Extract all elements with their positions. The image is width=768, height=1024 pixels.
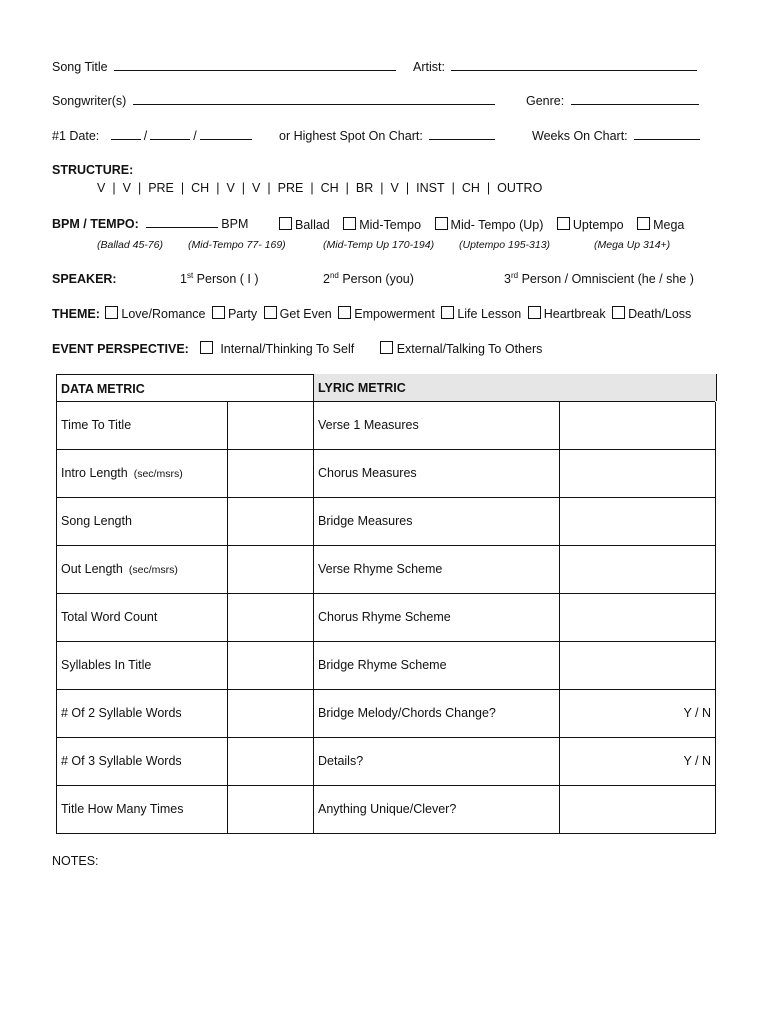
theme-empowerment-checkbox[interactable] xyxy=(338,306,351,319)
lyric-metric-label: Bridge Rhyme Scheme xyxy=(318,658,447,672)
data-metric-label-cell xyxy=(56,738,227,786)
theme-option-label: Empowerment xyxy=(354,307,435,321)
data-metric-value-cell[interactable] xyxy=(227,738,313,786)
data-metric-value-cell[interactable] xyxy=(227,546,313,594)
theme-option-label: Get Even xyxy=(279,307,332,321)
lyric-metric-value-cell[interactable] xyxy=(559,594,716,642)
data-metric-text: Intro Length xyxy=(61,466,128,480)
structure-item: CH xyxy=(461,181,480,195)
theme-heartbreak-checkbox[interactable] xyxy=(528,306,541,319)
data-metric-label-cell xyxy=(56,594,227,642)
speaker-text: Person / Omniscient (he / she ) xyxy=(521,272,694,286)
lyric-metric-value-cell[interactable] xyxy=(559,546,716,594)
structure-item: V xyxy=(390,181,399,195)
data-metric-label xyxy=(61,610,157,624)
table-row xyxy=(56,449,715,498)
structure-item: PRE xyxy=(148,181,174,195)
structure-item: V xyxy=(226,181,235,195)
speaker-text: Person (you) xyxy=(342,272,414,286)
lyric-metric-label-cell xyxy=(313,786,559,834)
theme-death-loss-checkbox[interactable] xyxy=(612,306,625,319)
lyric-metric-label: Verse 1 Measures xyxy=(318,418,419,432)
tempo-range-mid: (Mid-Tempo 77- 169) xyxy=(188,239,286,251)
tempo-options xyxy=(279,217,684,232)
structure-label: STRUCTURE: xyxy=(52,163,134,177)
speaker-number: 2 xyxy=(323,272,330,286)
data-metric-label-cell xyxy=(56,786,227,834)
structure-item: BR xyxy=(355,181,374,195)
data-metric-label xyxy=(61,658,151,672)
tempo-row xyxy=(52,217,248,231)
table-row xyxy=(56,785,715,834)
data-metric-label-cell xyxy=(56,546,227,594)
mid-tempo-checkbox[interactable] xyxy=(343,217,356,230)
speaker-suffix: nd xyxy=(329,271,339,280)
date-slash: / xyxy=(143,129,148,143)
lyric-metric-label: Details? xyxy=(318,754,364,768)
lyric-metric-value-cell[interactable] xyxy=(559,402,716,450)
structure-separator: | xyxy=(241,181,246,195)
theme-love-checkbox[interactable] xyxy=(105,306,118,319)
lyric-metric-value-cell[interactable] xyxy=(559,498,716,546)
lyric-metric-label-cell xyxy=(313,546,559,594)
data-metric-text: # Of 3 Syllable Words xyxy=(61,754,182,768)
structure-separator: | xyxy=(216,181,220,195)
event-internal-checkbox[interactable] xyxy=(200,341,213,354)
lyric-metric-label-cell xyxy=(313,450,559,498)
theme-label: THEME: xyxy=(52,307,100,321)
structure-separator: | xyxy=(345,181,349,195)
bpm-field[interactable] xyxy=(146,226,218,228)
tempo-option-label: Uptempo xyxy=(572,218,624,232)
tempo-label: BPM / TEMPO: xyxy=(52,217,139,231)
theme-option-label: Death/Loss xyxy=(628,307,692,321)
lyric-metric-value-cell[interactable] xyxy=(559,786,716,834)
structure-item: CH xyxy=(191,181,210,195)
speaker-third-person[interactable] xyxy=(504,272,694,286)
theme-party-checkbox[interactable] xyxy=(212,306,225,319)
mega-checkbox[interactable] xyxy=(637,217,650,230)
structure-separator: | xyxy=(137,181,142,195)
speaker-first-person[interactable] xyxy=(180,272,259,286)
structure-separator: | xyxy=(451,181,455,195)
structure-item: CH xyxy=(320,181,339,195)
data-metric-value-cell[interactable] xyxy=(227,594,313,642)
lyric-metric-label-cell xyxy=(313,594,559,642)
event-external-checkbox[interactable] xyxy=(380,341,393,354)
theme-option-label: Life Lesson xyxy=(457,307,522,321)
data-metric-label xyxy=(61,562,178,576)
date-slash: / xyxy=(193,129,197,143)
highest-spot-label: or Highest Spot On Chart: xyxy=(279,129,423,143)
artist-field[interactable] xyxy=(451,69,697,71)
data-metric-value-cell[interactable] xyxy=(227,450,313,498)
weeks-label: Weeks On Chart: xyxy=(532,129,628,143)
data-metric-text: # Of 2 Syllable Words xyxy=(61,706,182,720)
data-metric-label xyxy=(61,418,131,432)
tempo-option-label: Ballad xyxy=(295,218,330,232)
tempo-range-mega: (Mega Up 314+) xyxy=(594,239,671,251)
lyric-metric-label: Chorus Rhyme Scheme xyxy=(318,610,451,624)
event-option-label: Internal/Thinking To Self xyxy=(220,342,355,356)
data-metric-label-cell xyxy=(56,642,227,690)
genre-row xyxy=(526,94,702,108)
speaker-second-person[interactable] xyxy=(323,272,414,286)
mid-tempo-up-checkbox[interactable] xyxy=(435,217,448,230)
data-metric-value-cell[interactable] xyxy=(227,690,313,738)
structure-separator: | xyxy=(310,181,314,195)
structure-separator: | xyxy=(112,181,116,195)
speaker-suffix: st xyxy=(186,271,194,280)
yes-no-choice[interactable]: Y / N xyxy=(683,754,711,768)
lyric-metric-label-cell xyxy=(313,690,559,738)
speaker-suffix: rd xyxy=(510,271,519,280)
structure-separator: | xyxy=(380,181,384,195)
data-metric-header-cell xyxy=(56,374,314,402)
tempo-range-uptempo: (Uptempo 195-313) xyxy=(459,239,551,251)
lyric-metric-label-cell xyxy=(313,498,559,546)
theme-option-label: Heartbreak xyxy=(543,307,606,321)
date-year-field[interactable] xyxy=(200,138,252,140)
lyric-metric-label: Bridge Melody/Chords Change? xyxy=(318,706,496,720)
data-metric-value-cell[interactable] xyxy=(227,642,313,690)
data-metric-text: Song Length xyxy=(61,514,132,528)
event-label: EVENT PERSPECTIVE: xyxy=(52,342,189,356)
data-metric-label xyxy=(61,466,183,480)
lyric-metric-label-cell xyxy=(313,402,559,450)
table-row xyxy=(56,401,715,450)
lyric-metric-label: Bridge Measures xyxy=(318,514,413,528)
data-metric-label xyxy=(61,802,183,816)
data-metric-unit-note: (sec/msrs) xyxy=(128,564,178,576)
lyric-metric-header-cell xyxy=(313,374,717,401)
lyric-metric-label: Anything Unique/Clever? xyxy=(318,802,457,816)
structure-item: V xyxy=(97,181,106,195)
theme-option-label: Party xyxy=(227,307,258,321)
genre-label: Genre: xyxy=(526,94,565,108)
data-metric-label-cell xyxy=(56,498,227,546)
date-row xyxy=(52,129,255,143)
data-metric-header: DATA METRIC xyxy=(61,382,145,396)
song-title-row xyxy=(52,60,399,74)
event-option-label: External/Talking To Others xyxy=(396,342,543,356)
theme-get-even-checkbox[interactable] xyxy=(264,306,277,319)
table-row xyxy=(56,545,715,594)
uptempo-checkbox[interactable] xyxy=(557,217,570,230)
structure-separator: | xyxy=(486,181,491,195)
lyric-metric-label-cell xyxy=(313,738,559,786)
highest-spot-row xyxy=(279,129,498,143)
structure-separator: | xyxy=(267,181,271,195)
data-metric-label-cell xyxy=(56,402,227,450)
data-metric-label-cell xyxy=(56,690,227,738)
weeks-row xyxy=(532,129,703,143)
event-row xyxy=(52,341,542,356)
data-metric-label xyxy=(61,754,182,768)
songwriters-field[interactable] xyxy=(133,103,495,105)
table-row xyxy=(56,737,715,786)
data-metric-text: Total Word Count xyxy=(61,610,158,624)
data-metric-label-cell xyxy=(56,450,227,498)
structure-item: PRE xyxy=(277,181,304,195)
yes-no-choice[interactable]: Y / N xyxy=(683,706,711,720)
tempo-range-mid-up: (Mid-Temp Up 170-194) xyxy=(323,239,435,251)
table-row xyxy=(56,593,715,642)
genre-field[interactable] xyxy=(571,103,699,105)
data-metric-label xyxy=(61,706,182,720)
structure-item: V xyxy=(252,181,261,195)
speaker-text: Person ( I ) xyxy=(196,272,259,286)
structure-separator: | xyxy=(180,181,185,195)
theme-life-lesson-checkbox[interactable] xyxy=(441,306,454,319)
song-title-label: Song Title xyxy=(52,60,108,74)
songwriters-row xyxy=(52,94,498,108)
weeks-field[interactable] xyxy=(634,138,700,140)
lyric-metric-header: LYRIC METRIC xyxy=(318,381,406,395)
structure-sequence xyxy=(97,181,542,195)
date-label: #1 Date: xyxy=(52,129,100,143)
data-metric-label xyxy=(61,514,132,528)
songwriters-label: Songwriter(s) xyxy=(52,94,127,108)
artist-row xyxy=(413,60,700,74)
tempo-range-ballad: (Ballad 45-76) xyxy=(97,239,163,251)
structure-separator: | xyxy=(405,181,410,195)
data-metric-value-cell[interactable] xyxy=(227,786,313,834)
data-metric-text: Title How Many Times xyxy=(61,802,184,816)
artist-label: Artist: xyxy=(413,60,445,74)
tempo-option-label: Mid-Tempo xyxy=(359,218,422,232)
lyric-metric-value-cell[interactable] xyxy=(559,450,716,498)
table-row xyxy=(56,497,715,546)
data-metric-text: Out Length xyxy=(61,562,123,576)
bpm-label: BPM xyxy=(221,217,249,231)
lyric-metric-value-cell[interactable] xyxy=(559,738,716,786)
data-metric-text: Time To Title xyxy=(61,418,132,432)
lyric-metric-value-cell[interactable] xyxy=(559,690,716,738)
speaker-label: SPEAKER: xyxy=(52,272,117,286)
date-month-field[interactable] xyxy=(111,138,141,140)
theme-row xyxy=(52,306,691,321)
data-metric-text: Syllables In Title xyxy=(61,658,152,672)
structure-item: INST xyxy=(416,181,445,195)
lyric-metric-label-cell xyxy=(313,642,559,690)
data-metric-value-cell[interactable] xyxy=(227,402,313,450)
lyric-metric-label: Chorus Measures xyxy=(318,466,417,480)
tempo-option-label: Mega xyxy=(653,218,685,232)
ballad-checkbox[interactable] xyxy=(279,217,292,230)
notes-label: NOTES: xyxy=(52,854,99,868)
speaker-number: 3 xyxy=(504,272,511,286)
date-day-field[interactable] xyxy=(150,138,190,140)
table-row xyxy=(56,689,715,738)
table-bottom-border xyxy=(56,833,716,834)
highest-spot-field[interactable] xyxy=(429,138,495,140)
structure-item: OUTRO xyxy=(497,181,543,195)
lyric-metric-label: Verse Rhyme Scheme xyxy=(318,562,443,576)
table-row xyxy=(56,641,715,690)
data-metric-value-cell[interactable] xyxy=(227,498,313,546)
structure-item: V xyxy=(122,181,131,195)
speaker-number: 1 xyxy=(180,272,187,286)
data-metric-unit-note: (sec/msrs) xyxy=(133,468,183,480)
song-title-field[interactable] xyxy=(114,69,396,71)
tempo-option-label: Mid- Tempo (Up) xyxy=(450,218,544,232)
lyric-metric-value-cell[interactable] xyxy=(559,642,716,690)
theme-option-label: Love/Romance xyxy=(121,307,206,321)
